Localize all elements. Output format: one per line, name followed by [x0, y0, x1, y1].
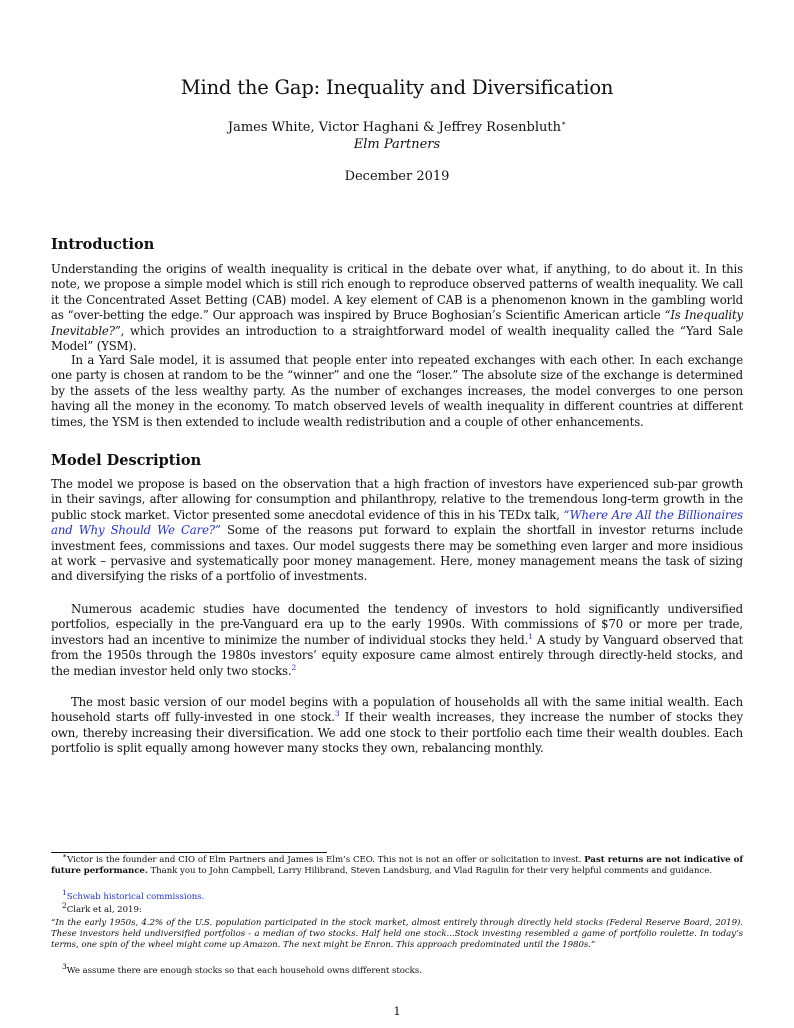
- introduction-heading: Introduction: [51, 236, 155, 253]
- intro-p1-text-b: , which provides an introduction to a straightforward model of wealth inequality called the “Yard Sale Model” (YSM).: [51, 323, 743, 354]
- model-description-heading: Model Description: [51, 452, 202, 469]
- footnote-3-mark: 3: [62, 962, 67, 972]
- schwab-commissions-link[interactable]: Schwab historical commissions.: [66, 892, 205, 902]
- introduction-paragraph-2: In a Yard Sale model, it is assumed that people enter into repeated exchanges with each other. In each exchange one party is chosen at random to be the “winner” and one the “loser.” The absolute size of the exchange is determined by the assets of the less wealthy party. As the number of exchanges increases, the model converges to one person having all the money in the economy. To match observed levels of wealth inequality in different countries at different times, the YSM is then extended to include wealth redistribution and a couple of other enhancements.: [51, 353, 743, 429]
- footnote-1-mark: 1: [62, 888, 67, 898]
- footnote-2-quote: “In the early 1950s, 4.2% of the U.S. population participated in the stock market, almost entirely through directly held stocks (Federal Reserve Board, 2019). These investors held undiversified portfolios - a median of two stocks. Half held one stock...Stock investing resembled a game of portfolio roulette. In today’s terms, one spin of the wheel might come up Amazon. The next might be Enron. This approach predominated until the 1980s.”: [51, 918, 743, 951]
- author-footnote-mark: ∗: [560, 118, 567, 128]
- footnote-3-text: We assume there are enough stocks so that each household owns different stocks.: [66, 966, 422, 976]
- footnote-2: [51, 901, 743, 916]
- footnote-star-bold: Past returns are not indicative of future performance.: [51, 855, 743, 877]
- footnote-3: [51, 962, 743, 977]
- footnote-star-text-a: Victor is the founder and CIO of Elm Partners and James is Elm’s CEO. This not is not an offer or solicitation to invest.: [67, 855, 585, 865]
- footnote-1: [51, 888, 743, 903]
- model-p3-text-a: The most basic version of our model begins with a population of households all with the same initial wealth. Each household starts off fully-invested in one stock.: [51, 695, 743, 725]
- footnote-2-text: Clark et al, 2019:: [66, 905, 142, 915]
- footnote-star-text-b: Thank you to John Campbell, Larry Hilibrand, Steven Landsburg, and Vlad Ragulin for their very helpful comments and guidance.: [147, 866, 712, 877]
- model-p1-text-b: Some of the reasons put forward to explain the shortfall in investor returns include investment fees, commissions and taxes. Our model suggests there may be something even larger and more insidious at work – pervasive and systematically poor money management. Here, money management means the task of sizing and diversifying the risks of a portfolio of investments.: [51, 523, 744, 584]
- model-paragraph-3: [51, 695, 743, 757]
- footnote-2-mark: 2: [62, 901, 67, 911]
- model-paragraph-1: [51, 477, 743, 585]
- author-line: [51, 120, 743, 135]
- footnote-star: [51, 851, 743, 877]
- affiliation: Elm Partners: [353, 137, 441, 152]
- paper-title: Mind the Gap: Inequality and Diversification: [180, 76, 614, 99]
- footnote-separator: [51, 852, 327, 853]
- footnote-ref-1[interactable]: 1: [528, 631, 533, 641]
- publication-date: December 2019: [344, 169, 450, 184]
- authors: James White, Victor Haghani & Jeffrey Rosenbluth: [227, 120, 561, 135]
- page-number: 1: [393, 1004, 401, 1018]
- footnote-ref-2[interactable]: 2: [291, 662, 297, 672]
- footnote-ref-3[interactable]: 3: [334, 709, 340, 719]
- model-p2-text-b: A study by Vanguard observed that from the 1950s through the 1980s investors’ equity exposure came almost entirely through directly-held stocks, and the median investor held only two stocks.: [51, 632, 743, 678]
- introduction-paragraph-1: [51, 262, 743, 354]
- tedx-talk-link[interactable]: “Where Are All the Billionaires and Why Should We Care?”: [51, 507, 743, 538]
- model-p2-text-a: Numerous academic studies have documented the tendency of investors to hold significantly undiversified portfolios, especially in the pre-Vanguard era up to the early 1990s. With commissions of $70 or more per trade, investors had an incentive to minimize the number of individual stocks they held.: [51, 602, 743, 647]
- intro-p1-text-a: Understanding the origins of wealth inequality is critical in the debate over what, if anything, to do about it. In this note, we propose a simple model which is still rich enough to reproduce observed patterns of wealth inequality. We call it the Concentrated Asset Betting (CAB) model. A key element of CAB is a phenomenon known in the gambling world as “over-betting the edge.” Our approach was inspired by Bruce Boghosian’s Scientific American article: [51, 262, 743, 323]
- model-p1-text-a: The model we propose is based on the observation that a high fraction of investors have experienced sub-par growth in their savings, after allowing for consumption and philanthropy, relative to the tremendous long-term growth in the public stock market. Victor presented some anecdotal evidence of this in his TEDx talk,: [51, 477, 743, 522]
- footnote-star-mark: ∗: [62, 851, 68, 861]
- model-p3-text-b: If their wealth increases, they increase the number of stocks they own, thereby increasing their diversification. We add one stock to their portfolio each time their wealth doubles. Each portfolio is split equally among however many stocks they own, rebalancing monthly.: [51, 710, 743, 756]
- model-paragraph-2: [51, 602, 743, 679]
- article-title: “Is Inequality Inevitable?”: [51, 308, 743, 338]
